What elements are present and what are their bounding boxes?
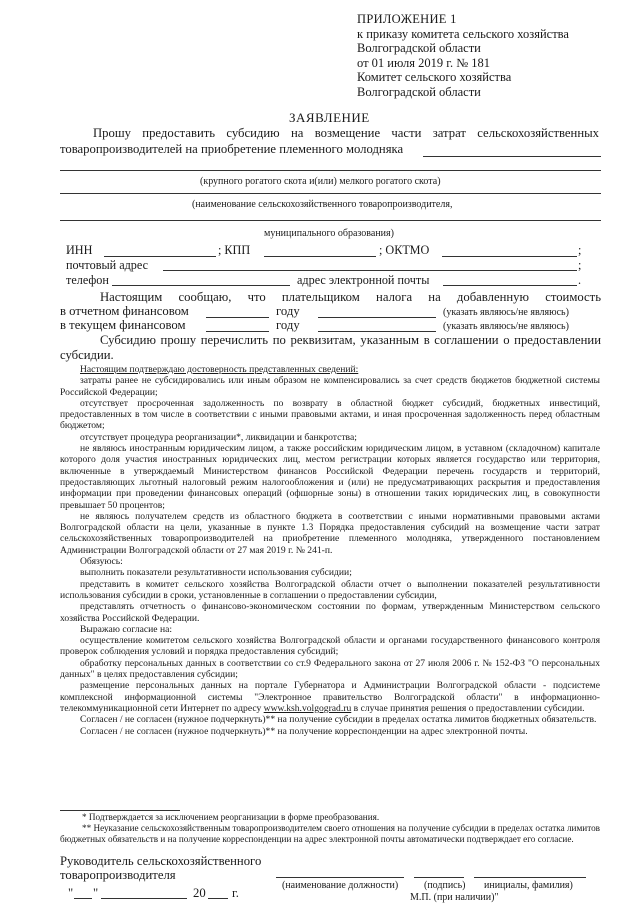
vat-current-label: в текущем финансовом — [60, 318, 186, 332]
portal-link[interactable]: www.ksh.volgograd.ru — [263, 702, 352, 714]
date-year-suffix: г. — [232, 886, 239, 900]
consent-item: размещение персональных данных на портале Губернатора и Администрации Волгоградской области - подсистеме комплексной информационной системы "Электронное правительство Волгоградской области" в информационно-телекоммуникационной сети Интернет по адресу www.ksh.volgograd.ru в случае принятия решения о предоставлении субсидии. — [60, 680, 600, 714]
confirm-item: отсутствует просроченная задолженность по возврату в областной бюджет субсидий, бюджетных инвестиций, предоставленных в том числе в соответствии с иными правовыми актами, и иная просроченная задолженность перед областным бюджетом; — [60, 397, 600, 432]
kpp-label: ; КПП — [218, 243, 251, 257]
confirmations-block — [60, 364, 600, 737]
phone-field[interactable] — [112, 285, 290, 286]
consent-item: Согласен / не согласен (нужное подчеркнуть)** на получение корреспонденции на адрес электронной почты. — [80, 725, 528, 737]
stamp-placeholder: М.П. (при наличии)" — [410, 892, 499, 903]
livestock-type-field-continued[interactable] — [60, 170, 601, 171]
kpp-field[interactable] — [264, 256, 376, 257]
punctuation: . — [578, 273, 582, 287]
phone-label: телефон — [66, 273, 109, 287]
footnote-1: * Подтверждается за исключением реорганизации в форме преобразования. — [82, 812, 380, 822]
appendix-heading: ПРИЛОЖЕНИЕ 1 — [357, 12, 457, 26]
obligations-heading: Обязуюсь: — [80, 556, 123, 568]
year-label: году — [276, 304, 300, 318]
appendix-line: Волгоградской области — [357, 41, 481, 56]
request-line-2: товаропроизводителей на приобретение племенного молодняка — [60, 142, 404, 156]
vat-reporting-label: в отчетном финансовом — [60, 304, 189, 318]
email-label: адрес электронной почты — [297, 273, 430, 287]
livestock-type-field[interactable] — [423, 156, 601, 157]
signatory-line-2: товаропроизводителя — [60, 868, 176, 882]
inn-field[interactable] — [104, 256, 216, 257]
appendix-line: Волгоградской области — [357, 84, 481, 99]
request-line-1: Прошу предоставить субсидию на возмещение части затрат сельскохозяйственных — [93, 126, 599, 140]
date-quote-open: " — [68, 886, 74, 900]
appendix-line: Комитет сельского хозяйства — [357, 70, 512, 85]
email-field[interactable] — [443, 285, 577, 286]
date-month-field[interactable] — [101, 898, 187, 899]
hint-cattle: (крупного рогатого скота и(или) мелкого рогатого скота) — [200, 176, 441, 187]
vat-current-status-field[interactable] — [318, 331, 436, 332]
obligation-item: представлять отчетность о финансово-экономическом состоянии по формам, утвержденным Министерством сельского хозяйства Российской Федерации. — [60, 601, 600, 624]
vat-reporting-year-field[interactable] — [206, 317, 269, 318]
confirm-item: не являюсь иностранным юридическим лицом, а также российским юридическим лицом, в уставном (складочном) капитале которого доля участия иностранных юридических лиц, местом регистрации которых является государство или территория, включенные в утверждаемый Министерством финансов Российской Федерации перечень государств и территорий, предоставляющих льготный налоговый режим налогообложения и (или) не предусматривающих раскрытия и предоставления информации при проведении финансовых операций (офшорные зоны) в отношении таких юридических лиц, в совокупности превышает 50 процентов; — [60, 443, 600, 511]
date-year-prefix: 20 — [193, 886, 206, 900]
signature-field[interactable] — [414, 877, 464, 878]
oktmo-field[interactable] — [442, 256, 577, 257]
confirm-item: отсутствует процедура реорганизации*, ликвидации и банкротства; — [80, 431, 357, 443]
consent-heading: Выражаю согласие на: — [80, 623, 173, 635]
vat-statement: Настоящим сообщаю, что плательщиком налога на добавленную стоимость — [100, 290, 601, 304]
vat-hint: (указать являюсь/не являюсь) — [443, 307, 569, 318]
confirm-heading: Настоящим подтверждаю достоверность представленных сведений: — [80, 364, 359, 375]
date-year-field[interactable] — [208, 898, 228, 899]
confirm-item: затраты ранее не субсидировались или иным образом не компенсировались за счет средств бюджетов бюджетной системы Российской Федерации; — [60, 375, 600, 398]
transfer-line-2: субсидии. — [60, 348, 114, 362]
hint-municipality: муниципального образования) — [264, 228, 394, 239]
transfer-line-1: Субсидию прошу перечислить по реквизитам, указанным в соглашении о предоставлении — [100, 333, 601, 347]
hint-position: (наименование должности) — [282, 880, 399, 891]
obligation-item: представить в комитет сельского хозяйства Волгоградской области отчет о выполнении показателей результативности использования субсидии в сроки, установленные в соглашении о предоставлении субсидии, — [60, 578, 600, 601]
obligation-item: выполнить показатели результативности использования субсидии; — [80, 567, 352, 579]
signatory-line-1: Руководитель сельскохозяйственного — [60, 854, 262, 868]
inn-label: ИНН — [66, 243, 93, 257]
footnote-divider — [60, 810, 180, 811]
producer-name-field[interactable] — [60, 193, 601, 194]
position-field[interactable] — [276, 877, 404, 878]
appendix-header — [357, 12, 569, 100]
footnotes-block — [60, 812, 600, 845]
appendix-order-number: от 01 июля 2019 г. № 181 — [357, 55, 491, 70]
oktmo-label: ; ОКТМО — [379, 243, 430, 257]
document-title: ЗАЯВЛЕНИЕ — [289, 110, 370, 125]
punctuation: ; — [578, 243, 582, 257]
year-label: году — [276, 318, 300, 332]
postal-address-field[interactable] — [163, 270, 577, 271]
full-name-field[interactable] — [474, 877, 586, 878]
hint-full-name: инициалы, фамилия) — [484, 880, 573, 891]
date-day-field[interactable] — [74, 898, 92, 899]
punctuation: ; — [578, 258, 582, 272]
consent-item: осуществление комитетом сельского хозяйства Волгоградской области и органами государственного финансового контроля проверок соблюдения условий и порядка предоставления субсидий; — [60, 635, 600, 658]
municipality-field[interactable] — [60, 220, 601, 221]
appendix-line: к приказу комитета сельского хозяйства — [357, 26, 569, 41]
consent-item: обработку персональных данных в соответствии со ст.9 Федерального закона от 27 июля 2006 г. № 152-ФЗ "О персональных данных" в целях предоставления субсидии; — [60, 657, 600, 681]
hint-producer-name: (наименование сельскохозяйственного товаропроизводителя, — [192, 199, 453, 210]
vat-current-year-field[interactable] — [206, 331, 269, 332]
footnote-2: ** Неуказание сельскохозяйственным товаропроизводителем своего отношения на получение субсидии в пределах остатка лимитов бюджетных обязательств и на получение корреспонденции на адрес электронной почты автоматически подтверждает его согласие. — [60, 823, 601, 844]
consent-item: Согласен / не согласен (нужное подчеркнуть)** на получение субсидии в пределах остатка лимитов бюджетных обязательств. — [80, 714, 597, 726]
vat-reporting-status-field[interactable] — [318, 317, 436, 318]
hint-signature: (подпись) — [424, 880, 466, 891]
vat-hint: (указать являюсь/не являюсь) — [443, 321, 569, 332]
date-quote-close: " — [93, 886, 99, 900]
confirm-item: не являюсь получателем средств из областного бюджета в соответствии с иными нормативными правовыми актами Волгоградской области на цели, указанные в пункте 1.3 Порядка предоставления субсидий на возмещение части затрат сельскохозяйственных товаропроизводителей на приобретение племенного молодняка, утвержденного постановлением Администрации Волгоградской области от 27 мая 2019 г. № 241-п. — [60, 510, 600, 556]
postal-address-label: почтовый адрес — [66, 258, 149, 272]
